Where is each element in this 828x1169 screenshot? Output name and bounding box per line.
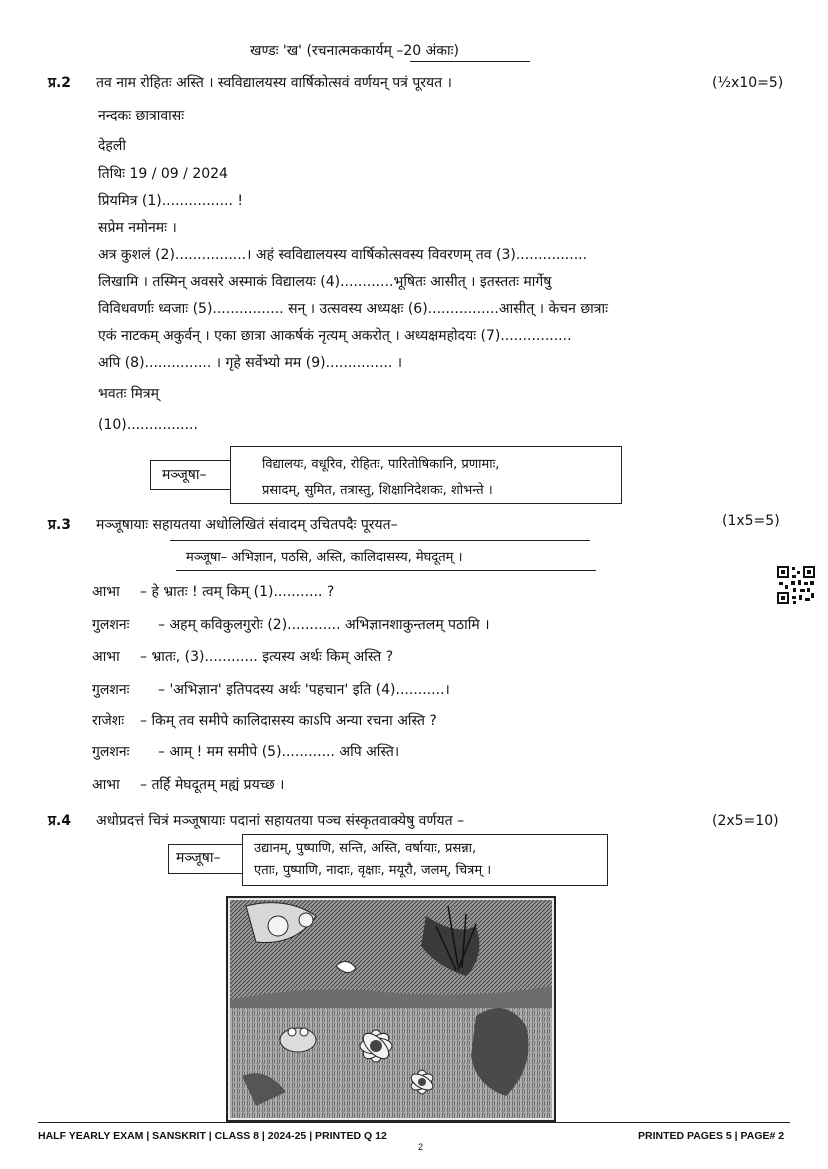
q3-number: प्र.3: [48, 517, 72, 533]
q2-number: प्र.2: [48, 75, 72, 91]
letter-line: लिखामि । तस्मिन् अवसरे अस्माकं विद्यालयः (4)............भूषितः आसीत् । इतस्ततः मार्गेषु: [98, 274, 552, 290]
letter-line: अपि (8)............... । गृहे सर्वेभ्यो मम (9)............... ।: [98, 355, 403, 371]
footer-right: PRINTED PAGES 5 | PAGE# 2: [638, 1130, 785, 1142]
dialogue-speaker: गुलशनः: [92, 617, 130, 633]
dialogue-line: – हे भ्रातः ! त्वम् किम् (1)........... ?: [140, 584, 335, 600]
q4-marks: (2x5=10): [712, 813, 779, 829]
q2-marks: (½x10=5): [712, 75, 784, 91]
letter-line: सप्रेम नमोनमः ।: [98, 220, 177, 236]
manjusha-bottom-rule: [176, 570, 596, 571]
manjusha-top-rule: [170, 540, 590, 541]
q3-instruction: मञ्जूषायाः सहायतया अधोलिखितं संवादम् उचितपदैः पूरयत–: [96, 517, 398, 533]
dialogue-line: – तर्हि मेघदूतम् मह्यं प्रयच्छ ।: [140, 777, 285, 793]
section-heading: खण्डः 'ख' (रचनात्मककार्यम् –20 अंकाः): [250, 43, 459, 59]
letter-line: (10)................: [98, 417, 198, 433]
dialogue-speaker: आभा: [92, 584, 120, 600]
q3-manjusha: मञ्जूषा– अभिज्ञान, पठसि, अस्ति, कालिदासस्य, मेघदूतम् ।: [186, 550, 463, 565]
q4-manjusha-line: एताः, पुष्पाणि, नादाः, वृक्षाः, मयूरौ, जलम्, चित्रम् ।: [254, 863, 492, 878]
footer-left: HALF YEARLY EXAM | SANSKRIT | CLASS 8 | 2024-25 | PRINTED Q 12: [38, 1130, 387, 1142]
letter-line: भवतः मित्रम्: [98, 386, 159, 402]
letter-line: प्रियमित्र (1)................ !: [98, 193, 243, 209]
q2-manjusha-line: प्रसादम्, सुमित, तत्रास्तु, शिक्षानिदेशकः, शोभन्ते ।: [262, 483, 493, 498]
qr-code: [776, 565, 816, 605]
letter-line: विविधवर्णाः ध्वजाः (5)................ सन् । उत्सवस्य अध्यक्षः (6)................आसीत् । केचन छात्राः: [98, 301, 608, 317]
dialogue-line: – 'अभिज्ञान' इतिपदस्य अर्थः 'पहचान' इति (4)...........।: [158, 682, 450, 698]
dialogue-line: – आम् ! मम समीपे (5)............ अपि अस्ति।: [158, 744, 400, 760]
dialogue-line: – भ्रातः, (3)............ इत्यस्य अर्थः किम् अस्ति ?: [140, 649, 394, 665]
q4-manjusha-line: उद्यानम्, पुष्पाणि, सन्ति, अस्ति, वर्षायाः, प्रसन्ना,: [254, 841, 477, 856]
footer-page-mark: 2: [418, 1142, 424, 1152]
letter-line: नन्दकः छात्रावासः: [98, 108, 185, 124]
letter-line: एकं नाटकम् अकुर्वन् । एका छात्रा आकर्षकं नृत्यम् अकरोत् । अध्यक्षमहोदयः (7)................: [98, 328, 572, 344]
garden-picture: [226, 896, 556, 1122]
dialogue-line: – अहम् कविकुलगुरोः (2)............ अभिज्ञानशाकुन्तलम् पठामि ।: [158, 617, 490, 633]
letter-line: अत्र कुशलं (2)................। अहं स्वविद्यालयस्य वार्षिकोत्सवस्य विवरणम् तव (3)................: [98, 247, 588, 263]
q4-manjusha-label: मञ्जूषा–: [176, 850, 221, 866]
q4-instruction: अधोप्रदत्तं चित्रं मञ्जूषायाः पदानां सहायतया पञ्च संस्कृतवाक्येषु वर्णयत –: [96, 813, 465, 829]
letter-line: देहली: [98, 138, 126, 154]
q2-instruction: तव नाम रोहितः अस्ति । स्वविद्यालयस्य वार्षिकोत्सवं वर्णयन् पत्रं पूरयत ।: [96, 75, 452, 91]
dialogue-speaker: आभा: [92, 777, 120, 793]
q2-manjusha-label: मञ्जूषा–: [162, 467, 207, 483]
letter-line: तिथिः 19 / 09 / 2024: [98, 166, 228, 182]
dialogue-speaker: गुलशनः: [92, 744, 130, 760]
dialogue-speaker: राजेशः: [92, 713, 125, 729]
heading-underline: [410, 61, 530, 62]
q2-manjusha-line: विद्यालयः, वधूरिव, रोहितः, पारितोषिकानि, प्रणामाः,: [262, 457, 500, 472]
q3-marks: (1x5=5): [722, 513, 780, 529]
footer-rule: [38, 1122, 790, 1123]
q4-number: प्र.4: [48, 813, 72, 829]
dialogue-speaker: आभा: [92, 649, 120, 665]
dialogue-speaker: गुलशनः: [92, 682, 130, 698]
dialogue-line: – किम् तव समीपे कालिदासस्य काऽपि अन्या रचना अस्ति ?: [140, 713, 437, 729]
